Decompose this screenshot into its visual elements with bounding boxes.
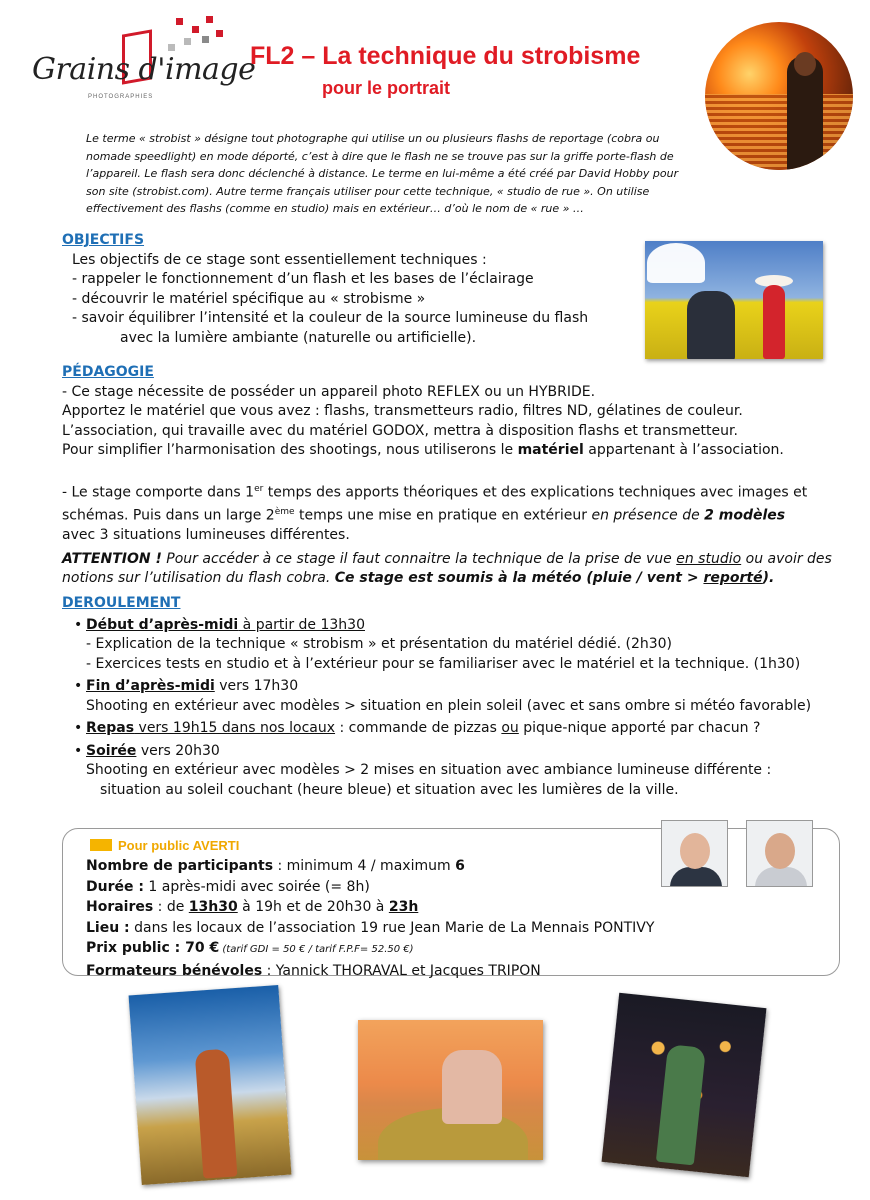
pedagogie-line: L’association, qui travaille avec du matériel GODOX, mettra à disposition flashs et transmetteur. [62, 422, 738, 439]
objectifs-section [62, 231, 632, 348]
logo-text: Grains d'image [32, 52, 256, 87]
schedule-item: • Soirée vers 20h30 Shooting en extérieur avec modèles > 2 mises en situation avec ambiance lumineuse différente : situation au soleil couchant (heure bleue) et situation avec les lumières de la ville. [62, 742, 862, 801]
prix-line: Prix public : 70 € (tarif GDI = 50 € / tarif F.P.F= 52.50 €) [86, 940, 414, 956]
sunset-portrait-photo [705, 22, 853, 170]
logo-subtext: PHOTOGRAPHIES [88, 94, 154, 100]
schedule-item: • Repas vers 19h15 dans nos locaux : commande de pizzas ou pique-nique apporté par chacun ? [62, 719, 862, 739]
strobism-field-photo [645, 241, 823, 359]
model-haybale-photo [358, 1020, 543, 1160]
objectifs-lead: Les objectifs de ce stage sont essentiellement techniques : [72, 251, 487, 268]
objectifs-item: - découvrir le matériel spécifique au « strobisme » [72, 290, 426, 307]
pedagogie-paragraph: - Le stage comporte dans 1er temps des apports théoriques et des explications techniques avec images et schémas. Puis dans un large 2ème temps une mise en pratique en extérieur en présence de 2 modèles avec 3 situations lumineuses différentes. [62, 484, 808, 544]
page-subtitle: pour le portrait [322, 78, 451, 98]
model-field-photo [129, 985, 292, 1185]
pedagogie-line: Pour simplifier l’harmonisation des shootings, nous utiliserons le matériel appartenant à l’association. [62, 442, 784, 458]
objectifs-heading: OBJECTIFS [62, 232, 145, 248]
trainer-photo [661, 820, 728, 887]
intro-paragraph: Le terme « strobist » désigne tout photographe qui utilise un ou plusieurs flashs de reportage (cobra ou nomade speedlight) en mode déporté, c’est à dire que le flash ne se trouve pas sur la griffe porte-flash de l’appareil. Le flash sera donc déclenché à distance. Le terme en lui-même a été créé par David Hobby pour son site (strobist.com). Autre terme français utiliser pour cette technique, « studio de rue ». On utilise effectivement des flashs (comme en studio) mais en extérieur… d’où le nom de « rue » … [86, 132, 679, 215]
objectifs-item-cont: avec la lumière ambiante (naturelle ou artificielle). [120, 329, 477, 346]
audience-tag: Pour public AVERTI [90, 838, 239, 853]
info-details [86, 856, 846, 981]
pedagogie-line: Apportez le matériel que vous avez : flashs, transmetteurs radio, filtres ND, gélatines de couleur. [62, 403, 743, 419]
attention-note: ATTENTION ! Pour accéder à ce stage il faut connaitre la technique de la prise de vue en studio ou avoir des notions sur l’utilisation du flash cobra. Ce stage est soumis à la météo (pluie / vent > reporté). [62, 550, 832, 587]
horaires-line: Horaires : de 13h30 à 19h et de 20h30 à 23h [86, 899, 419, 915]
schedule-item: • Fin d’après-midi vers 17h30 Shooting en extérieur avec modèles > situation en plein soleil (avec et sans ombre si météo favorable) [62, 677, 862, 716]
pedagogie-line: - Ce stage nécessite de posséder un appareil photo REFLEX ou un HYBRIDE. [62, 383, 596, 400]
deroulement-section [62, 594, 862, 800]
formateurs-line: Formateurs bénévoles : Yannick THORAVAL et Jacques TRIPON [86, 962, 541, 979]
logo [26, 14, 256, 110]
pedagogie-section [62, 363, 862, 589]
page-title: FL2 – La technique du strobisme [250, 42, 641, 70]
lieu-line: Lieu : dans les locaux de l’association 19 rue Jean Marie de La Mennais PONTIVY [86, 919, 655, 936]
objectifs-item: - savoir équilibrer l’intensité et la couleur de la source lumineuse du flash [72, 310, 589, 326]
deroulement-heading: DEROULEMENT [62, 595, 181, 611]
pedagogie-heading: PÉDAGOGIE [62, 364, 154, 380]
schedule-item: • Début d’après-midi à partir de 13h30 - Explication de la technique « strobism » et présentation du matériel dédié. (2h30) - Exercices tests en studio et à l’extérieur pour se familiariser avec le matériel et la technique. (1h30) [62, 616, 862, 675]
model-night-city-photo [602, 993, 767, 1178]
duree-line: Durée : 1 après-midi avec soirée (= 8h) [86, 878, 370, 895]
tag-chip-icon [90, 839, 112, 851]
participants-line: Nombre de participants : minimum 4 / maximum 6 [86, 858, 465, 874]
trainer-photo [746, 820, 813, 887]
objectifs-item: - rappeler le fonctionnement d’un flash et les bases de l’éclairage [72, 271, 534, 287]
